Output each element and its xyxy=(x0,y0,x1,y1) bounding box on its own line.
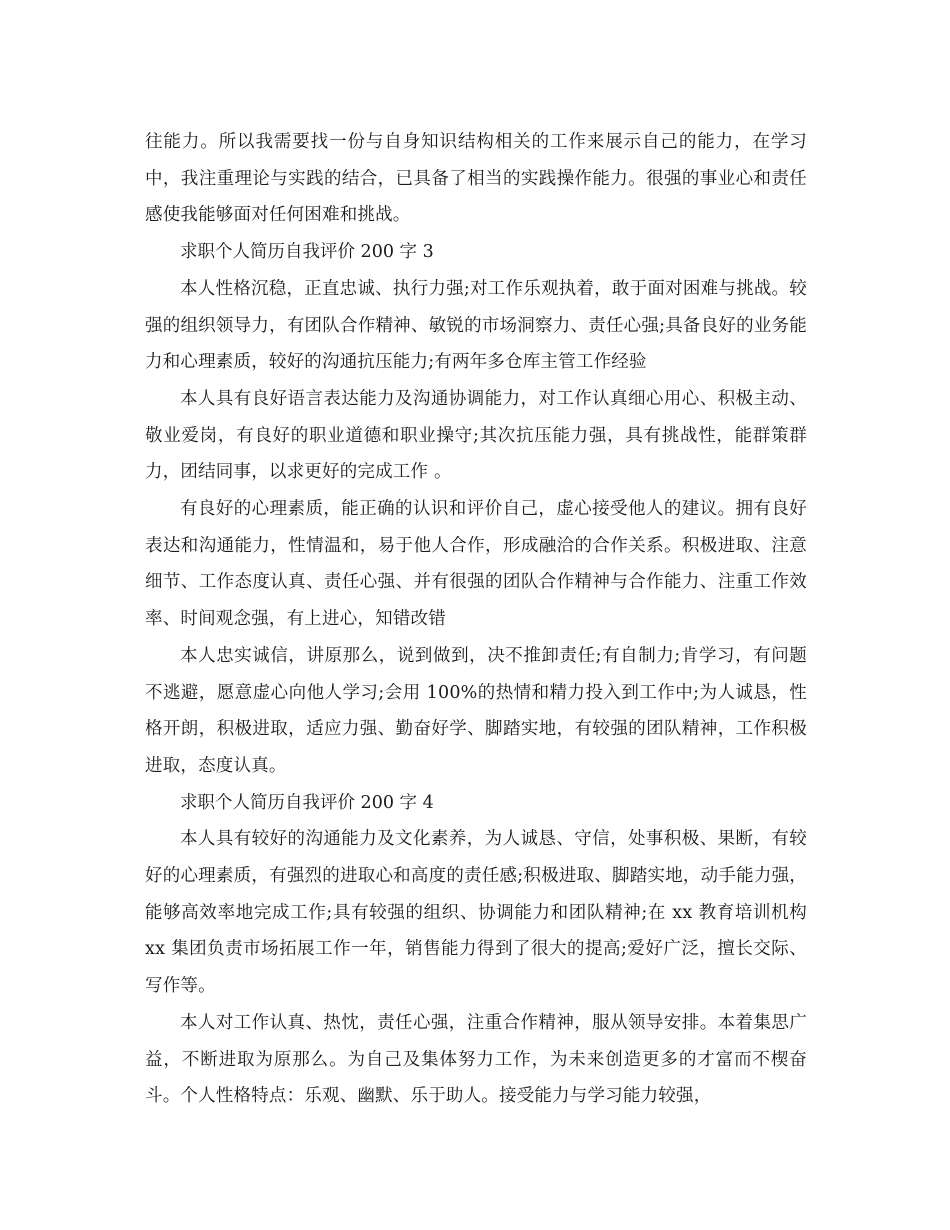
document-page xyxy=(145,124,807,1115)
paragraph: 本人具有较好的沟通能力及文化素养，为人诚恳、守信，处事积极、果断，有较好的心理素质，有强烈的进取心和高度的责任感;积极进取、脚踏实地，动手能力强，能够高效率地完成工作;具有较强的组织、协调能力和团队精神;在 xx 教育培训机构 xx 集团负责市场拓展工作一年，销售能力得到了很大的提高;爱好广泛，擅长交际、写作等。 xyxy=(145,829,807,997)
paragraph-continuation: 往能力。所以我需要找一份与自身知识结构相关的工作来展示自己的能力，在学习中，我注重理论与实践的结合，已具备了相当的实践操作能力。很强的事业心和责任感使我能够面对任何困难和挑战。 xyxy=(145,132,807,226)
section-heading-3: 求职个人简历自我评价 200 字 3 xyxy=(180,242,434,263)
paragraph: 本人对工作认真、热忱，责任心强，注重合作精神，服从领导安排。本着集思广益，不断进取为原那么。为自己及集体努力工作，为未来创造更多的才富而不楔奋斗。个人性格特点：乐观、幽默、乐于助人。接受能力与学习能力较强， xyxy=(145,1012,807,1107)
paragraph: 本人忠实诚信，讲原那么，说到做到，决不推卸责任;有自制力;肯学习，有问题不逃避，愿意虚心向他人学习;会用 100%的热情和精力投入到工作中;为人诚恳，性格开朗，积极进取，适应力强、勤奋好学、脚踏实地，有较强的团队精神，工作积极进取，态度认真。 xyxy=(145,645,807,776)
paragraph: 本人性格沉稳，正直忠诚、执行力强;对工作乐观执着，敢于面对困难与挑战。较强的组织领导力，有团队合作精神、敏锐的市场洞察力、责任心强;具备良好的业务能力和心理素质，较好的沟通抗压能力;有两年多仓库主管工作经验 xyxy=(145,278,807,373)
section-heading-4: 求职个人简历自我评价 200 字 4 xyxy=(180,792,434,813)
paragraph: 有良好的心理素质，能正确的认识和评价自己，虚心接受他人的建议。拥有良好表达和沟通能力，性情温和，易于他人合作，形成融洽的合作关系。积极进取、注意细节、工作态度认真、责任心强、并有很强的团队合作精神与合作能力、注重工作效率、时间观念强，有上进心，知错改错 xyxy=(145,499,807,630)
paragraph: 本人具有良好语言表达能力及沟通协调能力，对工作认真细心用心、积极主动、敬业爱岗，有良好的职业道德和职业操守;其次抗压能力强，具有挑战性，能群策群力，团结同事，以求更好的完成工作 。 xyxy=(145,388,807,483)
